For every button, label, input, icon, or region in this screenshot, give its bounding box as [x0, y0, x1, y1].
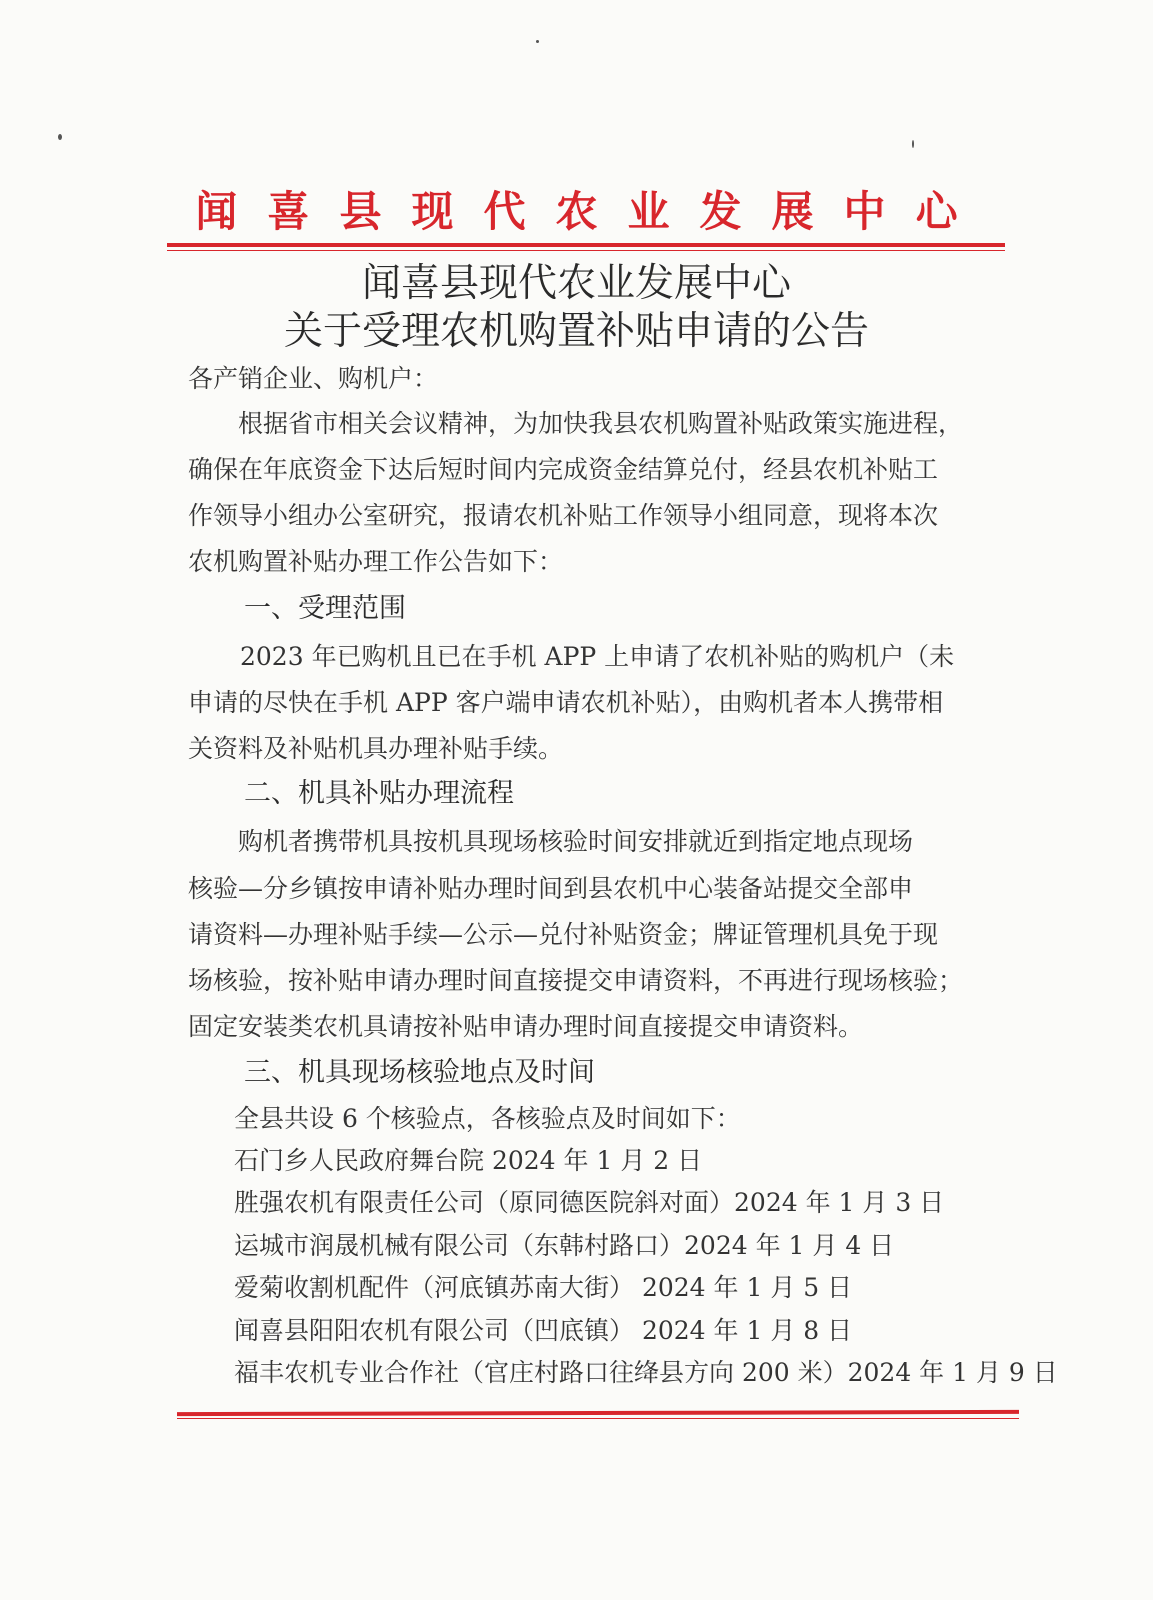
section2-line: 场核验，按补贴申请办理时间直接提交申请资料，不再进行现场核验；: [188, 966, 964, 995]
section2-line: 核验—分乡镇按申请补贴办理时间到县农机中心装备站提交全部申: [188, 874, 914, 903]
letterhead-char: 农: [555, 187, 598, 236]
letterhead-char: 喜: [267, 187, 310, 236]
document-title-line2: 关于受理农机购置补贴申请的公告: [283, 309, 869, 354]
document-title-line1: 闻喜县现代农业发展中心: [361, 261, 791, 306]
letterhead-char: 中: [843, 187, 886, 236]
scan-speck: [58, 134, 62, 140]
scan-speck: [912, 140, 914, 148]
salutation: 各产销企业、购机户：: [188, 364, 439, 393]
inspection-site-item: 爱菊收割机配件（河底镇苏南大街） 2024 年 1 月 5 日: [234, 1273, 853, 1302]
section1-heading: 一、受理范围: [244, 593, 406, 624]
footer-red-rule-thin: [177, 1418, 1019, 1419]
letterhead-char: 县: [339, 187, 382, 236]
letterhead-char: 代: [483, 187, 526, 236]
section3-heading: 三、机具现场核验地点及时间: [244, 1057, 595, 1088]
letterhead-red-rule: [167, 243, 1005, 247]
intro-line: 确保在年底资金下达后短时间内完成资金结算兑付，经县农机补贴工: [188, 455, 939, 484]
letterhead-char: 发: [699, 187, 742, 236]
letterhead-char: 现: [411, 187, 454, 236]
section2-line: 购机者携带机具按机具现场核验时间安排就近到指定地点现场: [238, 827, 914, 856]
letterhead-char: 业: [627, 187, 670, 236]
section2-line: 请资料—办理补贴手续—公示—兑付补贴资金；牌证管理机具免于现: [188, 920, 939, 949]
section3-intro: 全县共设 6 个核验点，各核验点及时间如下：: [234, 1104, 741, 1133]
intro-line: 作领导小组办公室研究，报请农机补贴工作领导小组同意，现将本次: [188, 501, 939, 530]
inspection-site-item: 石门乡人民政府舞台院 2024 年 1 月 2 日: [234, 1146, 703, 1175]
section2-heading: 二、机具补贴办理流程: [244, 778, 514, 809]
letterhead-red-rule-thin: [167, 250, 1005, 251]
intro-line: 农机购置补贴办理工作公告如下：: [188, 547, 564, 576]
scan-speck: [536, 40, 539, 43]
intro-line: 根据省市相关会议精神，为加快我县农机购置补贴政策实施进程，: [238, 409, 964, 438]
section1-line: 关资料及补贴机具办理补贴手续。: [188, 734, 564, 763]
letterhead-org-name: [0, 186, 1153, 238]
footer-red-rule: [177, 1410, 1019, 1416]
letterhead-char: 闻: [195, 187, 238, 236]
letterhead-char: 心: [915, 187, 958, 236]
section1-line: 申请的尽快在手机 APP 客户端申请农机补贴），由购机者本人携带相: [188, 688, 944, 717]
section2-line: 固定安装类农机具请按补贴申请办理时间直接提交申请资料。: [188, 1012, 864, 1041]
letterhead-char: 展: [771, 187, 814, 236]
section1-line: 2023 年已购机且已在手机 APP 上申请了农机补贴的购机户（未: [240, 642, 955, 671]
inspection-site-item: 运城市润晟机械有限公司（东韩村路口）2024 年 1 月 4 日: [234, 1231, 895, 1260]
inspection-site-item: 闻喜县阳阳农机有限公司（凹底镇） 2024 年 1 月 8 日: [234, 1316, 853, 1345]
inspection-site-item: 胜强农机有限责任公司（原同德医院斜对面）2024 年 1 月 3 日: [234, 1188, 945, 1217]
inspection-site-item: 福丰农机专业合作社（官庄村路口往绛县方向 200 米）2024 年 1 月 9 日: [234, 1358, 1058, 1387]
